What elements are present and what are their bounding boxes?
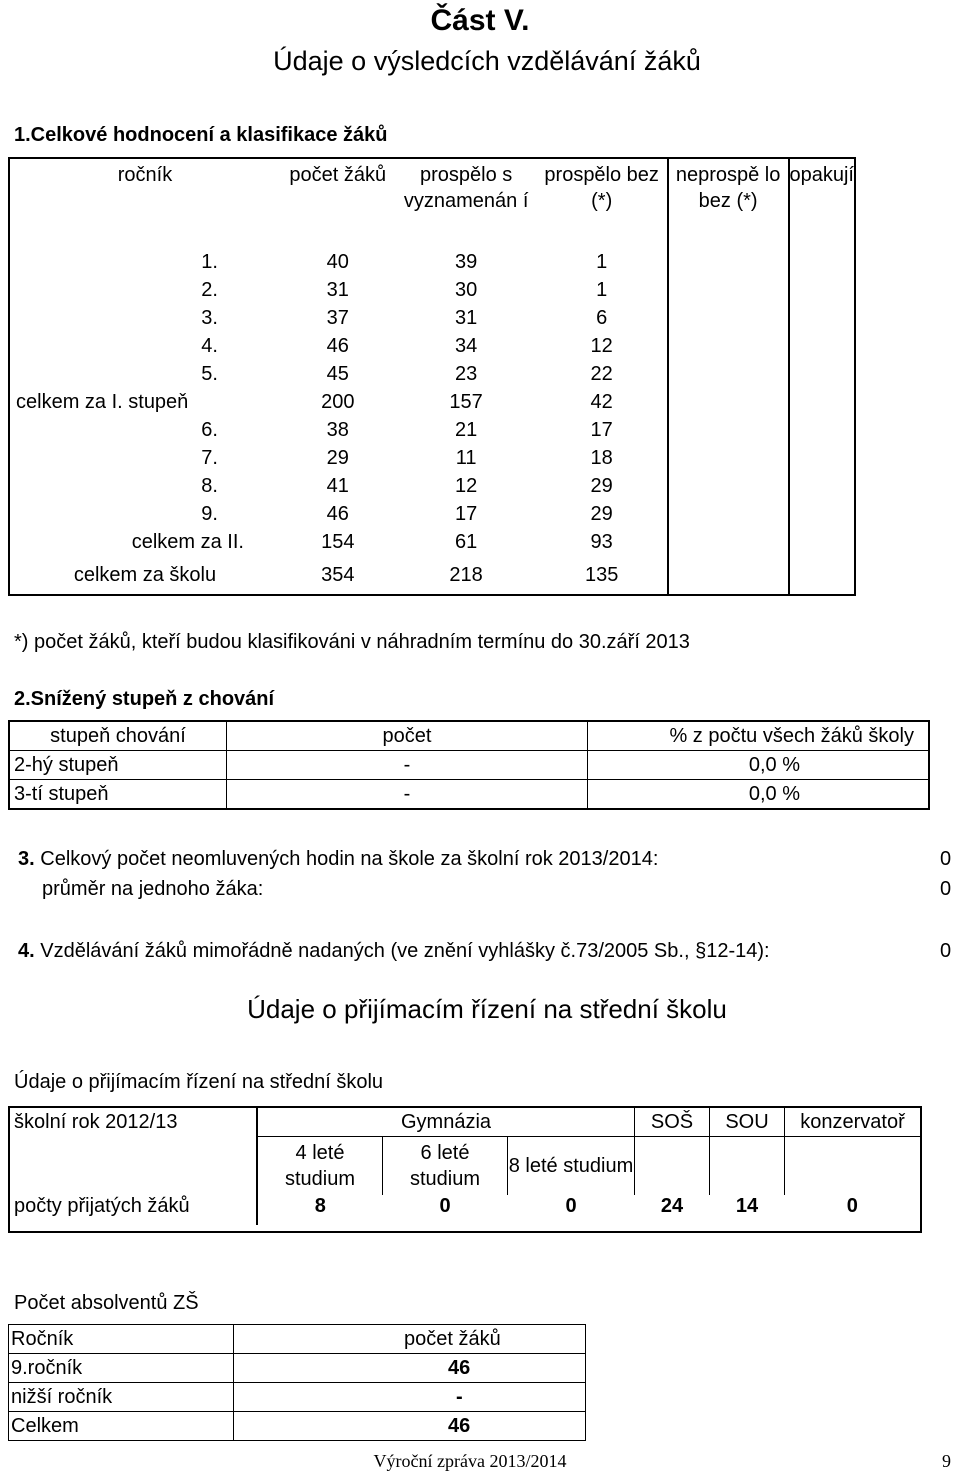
header-opakuji: opakují [789,164,854,186]
cell-prosp: 17 [537,416,668,444]
header-rocnik: Ročník [9,1325,234,1354]
cell-pocet: 41 [326,475,349,497]
header-percent: % z počtu všech žáků školy [588,721,930,751]
page-subtitle: Údaje o výsledcích vzdělávání žáků [273,46,701,76]
row-label: 3. [201,307,218,329]
header-gym6: 6 leté studium [383,1137,508,1195]
header-gymnazia: Gymnázia [257,1107,635,1137]
cell-opakuji [789,444,856,472]
header-neprospelo: neprospě lo bez (*) [668,158,789,248]
cell-prosp: 93 [537,528,668,556]
cell-opakuji [789,388,856,416]
cell-opakuji [789,528,856,556]
row-label: počty přijatých žáků [14,1194,190,1217]
section1-heading: 1.Celkové hodnocení a klasifikace žáků [14,124,388,146]
table-row [9,416,855,444]
conduct-table [8,720,930,810]
row-label: celkem za II. [131,531,244,553]
table-row [9,276,855,304]
section-sign-icon: § [695,940,707,962]
cell-pocet: 154 [321,531,355,553]
cell-vyzn: 11 [455,447,477,469]
section4-text: Vzdělávání žáků mimořádně nadaných (ve znění vyhlášky č.73/2005 Sb., [40,940,690,962]
cell-pocet: - [227,751,588,780]
cell-opakuji [789,416,856,444]
cell-opakuji [789,248,856,276]
cell-pocet: 200 [321,391,355,413]
table-row [9,1383,586,1412]
empty-cell [9,1137,257,1195]
page-number: 9 [942,1451,951,1471]
cell-prosp: 1 [537,276,668,304]
cell-neprosp [668,332,789,360]
cell-vyzn: 17 [454,503,478,525]
row-label: 6. [201,419,218,441]
cell-vyzn: 31 [454,307,478,329]
admission-subtitle: Údaje o přijímacím řízení na střední školu [14,1071,384,1093]
cell-prosp: 18 [537,444,668,472]
header-sou: SOU [710,1107,785,1137]
header-gym4: 4 leté studium [257,1137,383,1195]
section3-number: 3. [18,848,35,870]
cell-pocet: 354 [321,564,355,586]
header-vyznamenani: prospělo s vyznamenán í [403,164,529,212]
empty-cell [710,1137,785,1195]
section3-value1: 0 [940,848,952,870]
cell-vyzn: 23 [454,363,478,385]
header-rocnik: ročník [117,164,173,186]
cell-neprosp [668,416,789,444]
section4-value: 0 [940,940,952,962]
cell-neprosp [668,500,789,528]
table-row [9,332,855,360]
cell-neprosp [668,444,789,472]
section3-line1 [18,848,658,871]
graduates-title: Počet absolventů ZŠ [14,1292,199,1314]
admission-table [8,1106,922,1233]
cell-neprosp [668,360,789,388]
cell-opakuji [789,360,856,388]
cell-pocet: 45 [326,363,349,385]
table-header-row [9,721,929,751]
row-label: 2. [201,279,218,301]
cell-percent: 0,0 % [588,751,930,780]
cell-pocet: 46 [326,503,349,525]
empty-cell [785,1137,922,1195]
cell-vyzn: 34 [454,335,478,357]
cell-opakuji [789,332,856,360]
cell-opakuji [789,304,856,332]
header-prospelo: prospělo bez (*) [537,158,668,248]
admission-title: Údaje o přijímacím řízení na střední školu [247,994,727,1024]
cell-opakuji [789,276,856,304]
table-row [9,1354,586,1383]
cell-opakuji [789,500,856,528]
cell-vyzn: 30 [454,279,478,301]
cell-prosp: 42 [537,388,668,416]
row-label: nižší ročník [9,1383,234,1412]
cell-prosp: 6 [537,304,668,332]
row-label: 8. [201,475,218,497]
table-row [9,1195,921,1225]
cell-prosp: 12 [537,332,668,360]
table-header-row [9,158,855,248]
cell-vyzn: 12 [454,475,478,497]
row-label: 9. [201,503,218,525]
cell-prosp: 1 [537,248,668,276]
section2-heading: 2.Snížený stupeň z chování [14,688,275,710]
row-label: 2-hý stupeň [9,751,227,780]
year-label: školní rok 2012/13 [14,1110,178,1133]
spacer [9,1225,921,1232]
row-value: 46 [234,1354,586,1383]
header-gym8: 8 leté studium [508,1137,635,1195]
header-sos: SOŠ [635,1107,710,1137]
value-sos: 24 [660,1194,684,1217]
cell-prosp: 22 [537,360,668,388]
cell-prosp: 135 [537,556,668,595]
section3-line2: průměr na jednoho žáka: [42,878,264,900]
table-row [9,1412,586,1441]
table-row [9,360,855,388]
cell-neprosp [668,388,789,416]
table-row [9,444,855,472]
value-gym4: 8 [257,1195,383,1225]
value-sou: 14 [735,1194,759,1217]
empty-cell [635,1137,710,1195]
header-pocet: počet žáků [289,164,387,186]
value-gym8: 0 [565,1194,577,1217]
table-row [9,1137,921,1195]
cell-neprosp [668,472,789,500]
table-row [9,472,855,500]
row-label: celkem za školu [73,564,217,586]
section4-number: 4. [18,940,35,962]
table-header-row [9,1325,586,1354]
section3-text: Celkový počet neomluvených hodin na škole za školní rok 2013/2014: [40,848,659,870]
row-label: 5. [201,363,218,385]
cell-neprosp [668,304,789,332]
cell-pocet: 37 [326,307,349,329]
value-konzervator: 0 [846,1194,858,1217]
cell-pocet: 40 [326,251,349,273]
cell-opakuji [789,556,856,595]
section4-line [18,940,770,963]
cell-vyzn: 21 [454,419,478,441]
table-row [9,556,855,595]
table-row [9,780,929,810]
row-label: 7. [201,447,218,469]
section3-value2: 0 [940,878,952,900]
row-label: 1. [201,251,218,273]
footer-text: Výroční zpráva 2013/2014 [373,1451,567,1471]
cell-neprosp [668,528,789,556]
table-row [9,751,929,780]
row-label: 3-tí stupeň [9,780,227,810]
header-konzervator: konzervatoř [785,1107,922,1137]
row-value: - [234,1383,586,1412]
cell-pocet: - [227,780,588,810]
classification-table [8,157,856,596]
cell-neprosp [668,276,789,304]
row-label: 9.ročník [9,1354,234,1383]
cell-neprosp [668,248,789,276]
page-title: Část V. [430,4,530,37]
cell-vyzn: 39 [454,251,478,273]
cell-pocet: 46 [326,335,349,357]
row-label: Celkem [9,1412,234,1441]
cell-vyzn: 61 [454,531,478,553]
cell-pocet: 31 [326,279,349,301]
header-pocet: počet žáků [234,1325,586,1354]
header-stupen: stupeň chování [9,721,227,751]
cell-opakuji [789,472,856,500]
graduates-table [8,1324,586,1441]
cell-prosp: 29 [537,472,668,500]
cell-pocet: 29 [326,447,349,469]
table-row [9,388,855,416]
cell-neprosp [668,556,789,595]
table-row [9,528,855,556]
cell-percent: 0,0 % [588,780,930,810]
section4-text-b: 12-14): [706,940,770,962]
table-row [9,500,855,528]
value-gym6: 0 [439,1194,451,1217]
header-pocet: počet [227,721,588,751]
table-row [9,248,855,276]
row-label: celkem za I. stupeň [16,391,189,413]
row-label: 4. [201,335,218,357]
table-row [9,1107,921,1137]
cell-vyzn: 157 [449,391,483,413]
table-row [9,304,855,332]
cell-prosp: 29 [537,500,668,528]
cell-vyzn: 218 [449,564,483,586]
footnote: *) počet žáků, kteří budou klasifikováni v náhradním termínu do 30.září 2013 [14,631,690,653]
cell-pocet: 38 [326,419,349,441]
row-value: 46 [234,1412,586,1441]
